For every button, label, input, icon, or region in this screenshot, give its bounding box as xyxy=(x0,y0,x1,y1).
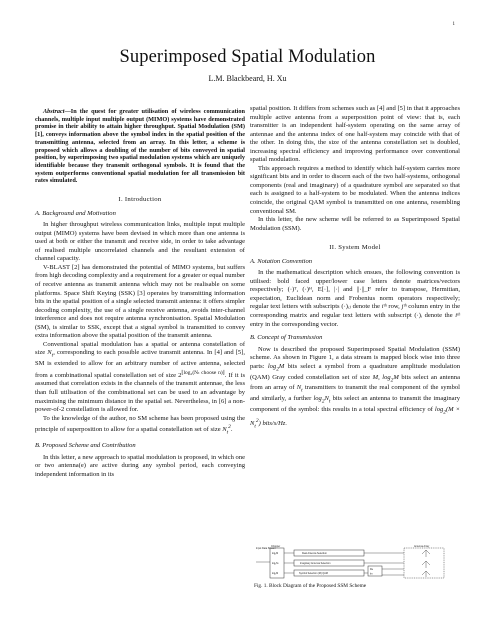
math-operators: (·)ᵀ, (·)ᴴ, E[·], |·| and ||·||_F xyxy=(287,286,372,294)
antenna-icon xyxy=(422,571,430,577)
im-label: Im xyxy=(370,572,373,576)
figure-caption: Fig. 1. Block Diagram of the Proposed SSM Scheme xyxy=(254,583,367,589)
text-run: To the knowledge of the author, no SM scheme has been proposed using the principle of superposition to allow for a spatial constellation set of size xyxy=(35,414,245,434)
paragraph xyxy=(35,341,245,415)
antenna-icon xyxy=(422,561,430,568)
math-nt: $N_t$ xyxy=(47,349,54,359)
input-data-label: Input Data Stream xyxy=(256,547,276,550)
abstract xyxy=(35,108,245,185)
text-run: row, xyxy=(386,303,402,311)
imaginary-antenna-selection-label: Imaginary Antenna Selection xyxy=(300,561,331,565)
paragraph: In this letter, a new approach to spatial modulation is proposed, in which one or two antenna(e) are active during any symbol period, each conveying independent information in its xyxy=(35,453,245,478)
math-log2m: $\log_2M$ xyxy=(382,373,399,383)
row3-bits: log₂M xyxy=(272,572,279,575)
paper-title: Superimposed Spatial Modulation xyxy=(119,47,376,67)
paragraph xyxy=(35,415,245,438)
section-heading-introduction: I. Introduction xyxy=(118,196,162,204)
paragraph: V-BLAST [2] has demonstrated the potential of MIMO systems, but suffers from high decoding complexity and a requirement for a greater or equal number of receive antenna as transmit antenna which may not be realisable on some platforms. Space Shift Keying (SSK) [3] operates by transmitting information bits in the spatial position of a single selected transmit antenna: it offers simpler decoding complexity, the use of a single receive antenna, avoids inter-channel interference and does not require antenna synchronisation. Spatial Modulation (SM), is similar to SSK, except that a signal symbol is transmitted to convey extra information above the spatial position of the transmit antenna. xyxy=(35,263,245,340)
text-run: . xyxy=(230,426,233,434)
real-antenna-selection-label: Real Antenna Selection xyxy=(302,551,327,555)
row1-bits: log₂M xyxy=(272,552,279,555)
block-diagram-figure xyxy=(254,544,459,580)
paragraph: spatial position. It differs from schemes such as [4] and [5] in that it approaches multiple active antenna from a superposition point of view: that is, each transmitter is an independent half-system operating on the same array of antennae and the antenna index of one half-system may coincide with that of the other. In doing this, the size of the antenna constellation set is doubled, increasing spectral efficiency and improving performance over conventional spatial modulation. xyxy=(250,105,460,164)
abstract-text: —In the quest for greater utilisation of wireless communication channels, multiple input multiple output (MIMO) systems have demonstrated promise in their ability to attain higher throughput. Spatial Modulation (SM) [1], conveys information above the symbol index in the spatial position of the transmitting antenna, selected from an array. In this letter, a scheme is proposed which allows a doubling of the number of bits conveyed in spatial position, by superimposing two spatial modulation systems which are uniquely identifiable because they transmit orthogonal symbols. It is found that the system outperforms conventional spatial modulation for all transmission bit rates simulated. xyxy=(35,108,245,185)
left-column xyxy=(35,108,245,479)
text-run: transmitters to transmit the real component of the symbol and similarly, a further xyxy=(250,384,460,403)
text-run: denote the xyxy=(350,303,382,311)
text-run: refer to transpose, Hermitian, expectation, Euclidean norm and Frobenius norm operators respectively; regular text letters with subscripts xyxy=(250,286,460,311)
text-run: column entry in the corresponding matrix and regular text letters with subscript xyxy=(250,303,460,320)
text-run: bits select a symbol from a quadrature amplitude modulation (QAM) Gray coded constellation set of size xyxy=(250,362,461,381)
math-jth: jᵗʰ xyxy=(401,303,407,311)
text-run: Now is described the proposed Superimposed Spatial Modulation (SSM) scheme. As shown in Figure 1, a data stream is mapped block wise into three parts: xyxy=(250,345,460,370)
symbol-selection-label: Symbol Selection (M) QAM xyxy=(299,571,328,575)
text-run: entry in the corresponding vector. xyxy=(250,320,339,328)
text-run: denote the xyxy=(421,312,456,320)
subsection-heading-concept: B. Concept of Transmission xyxy=(250,334,323,342)
math-nt-squared: $N_t^2$ xyxy=(222,424,231,436)
math-units: bits/s/Hz. xyxy=(262,420,287,428)
math-log2nt: $\log_2N_t$ xyxy=(313,395,331,405)
paragraph: In this letter, the new scheme will be referred to as Superimposed Spatial Modulation (SSM). xyxy=(250,216,460,232)
math-ith: iᵗʰ xyxy=(455,312,460,320)
text-run: Conventional spatial modulation has a spatial or antenna constellation of size xyxy=(35,340,245,357)
right-column xyxy=(250,105,460,431)
section-heading-system-model: II. System Model xyxy=(329,244,381,252)
math-log2m: $\log_2M$ xyxy=(267,362,285,373)
math-ij: (·)ᵢⱼ xyxy=(341,303,351,311)
page-number: 1 xyxy=(452,22,455,27)
paragraph: In higher throughput wireless communication links, multiple input multiple output (MIMO) systems have been devised in which more than one antenna is used at both or either the transmit and receive side, in order to take advantage of realised multiple uncorrelated channels and the resultant extension of channel capacity. xyxy=(35,221,245,263)
antenna-icon xyxy=(422,550,430,557)
text-run: . If it is assumed that correlation exists in the channels of the transmit antennae, the less than full utilisation of the combinational set can be used to an advantage by maximising the minimum distance in the spatial set. Nevertheless, in [6] a non-power-of-2 constellation is allowed for. xyxy=(35,371,245,414)
paragraph: This approach requires a method to identify which half-system carries more significant bits and in order to discern each of the two half-systems, orthogonal components (real and imaginary) of a quadrature symbol are separated so that each is assigned to a half-system to be modulated. When the antenna indices coincide, the original QAM symbol is transmitted on one antenna, resembling conventional SM. xyxy=(250,164,460,215)
chopper-label: Chopper xyxy=(271,544,281,548)
math-combo: $2^{⌊log_2(N_t choose n)⌋}$ xyxy=(178,369,225,379)
antenna-icons xyxy=(422,550,430,577)
text-run: , corresponding to each possible active transmit antenna. In [4] and [5], SM is extended to allow for an arbitrary number of active antenna, selected from a combinational spatial constellation set of size xyxy=(35,349,245,379)
text-run: In the mathematical description which ensues, the following convention is utilised: bold faced upper/lower case letters denote matrices/vectors respectively; xyxy=(250,269,460,294)
re-label: Re xyxy=(370,568,374,571)
paper-authors: L.M. Blackbeard, H. Xu xyxy=(208,74,287,83)
text-run: bits select an antenna from an array of xyxy=(250,373,460,392)
subsection-heading-notation: A. Notation Convention xyxy=(250,257,313,265)
math-spectral-efficiency: $\log_2(M \times N_t^2)$ xyxy=(250,406,460,430)
math-m: M xyxy=(372,373,379,381)
subsection-heading-background: A. Background and Motivation xyxy=(35,209,116,217)
math-ith: iᵗʰ xyxy=(381,303,387,311)
text-run: bits select an antenna to transmit the imaginary component of the symbol: this results in a total spectral efficiency of xyxy=(250,395,460,414)
antenna-array-label: Antenna Array xyxy=(414,544,430,548)
math-nt: $N_t$ xyxy=(296,384,303,394)
row2-bits: log₂Nₜ xyxy=(272,562,279,565)
paragraph xyxy=(250,269,460,329)
subsection-heading-proposed: B. Proposed Scheme and Contribution xyxy=(35,442,136,450)
math-i: (·)ᵢ xyxy=(414,312,422,320)
abstract-label: Abstract xyxy=(43,108,65,115)
paragraph: Now is described the proposed Superimposed Spatial Modulation (SSM) scheme. As shown in Figure 1, a data stream is mapped block wise into three parts: $\log_2M$ bits select a symbol from a quadrature amplitude modulation (QAM) Gray coded constellation set of size M, $\log_2M$ bits select an antenna from an array of $N_t$ transmitters to transmit the real component of the symbol and similarly, a further $\log_2N_t$ bits select an antenna to transmit the imaginary component of the symbol: this results in a total spectral efficiency of $\log_2(M \times N_t^2)$ bits/s/Hz. xyxy=(250,345,461,430)
